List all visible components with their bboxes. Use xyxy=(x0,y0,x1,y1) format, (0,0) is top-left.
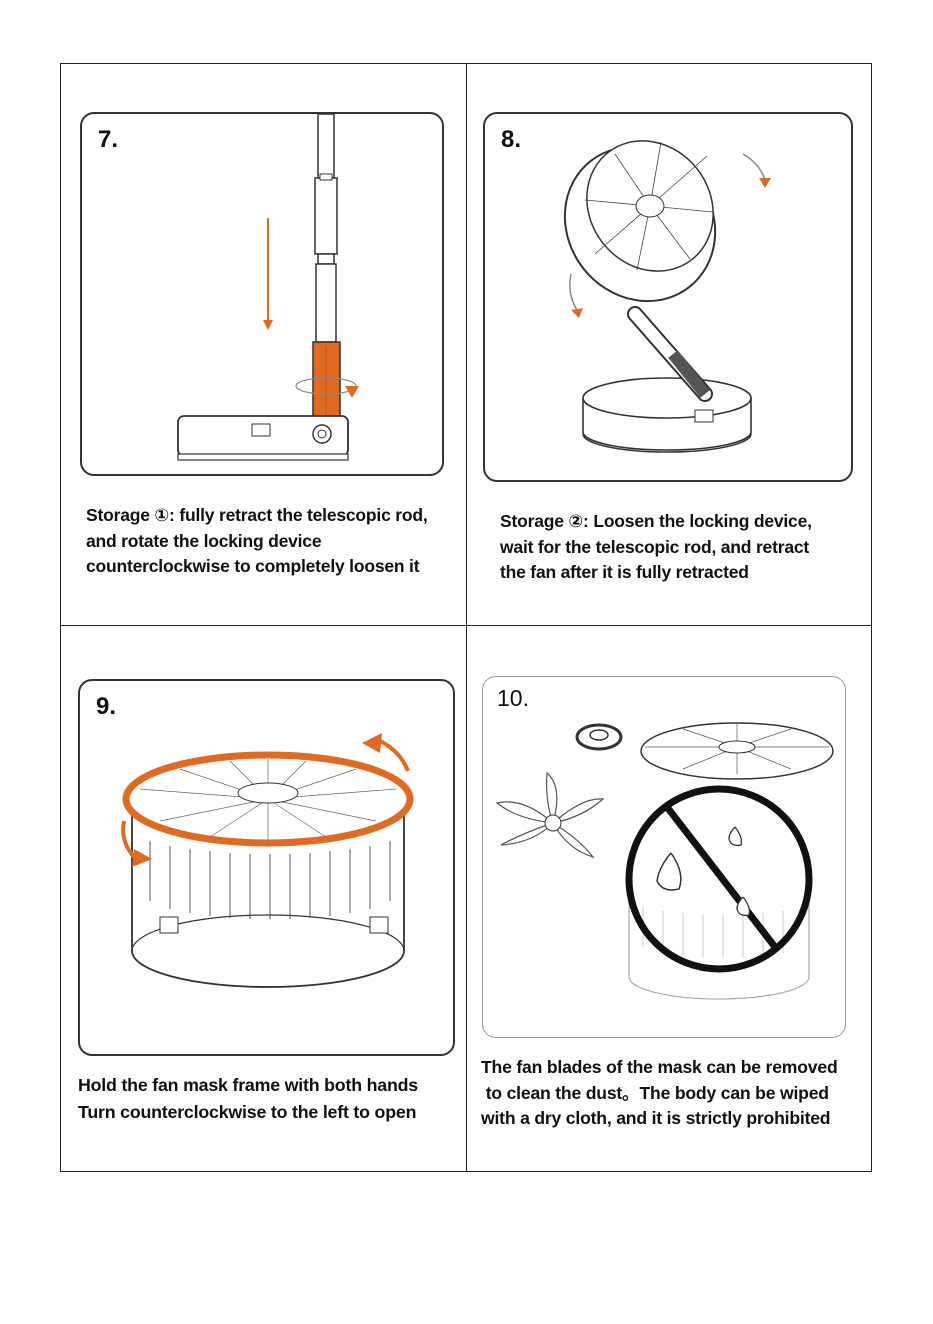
caption-line: the fan after it is fully retracted xyxy=(500,562,749,582)
caption-line: counterclockwise to completely loosen it xyxy=(86,556,420,576)
step-9-illustration xyxy=(78,679,455,1056)
disassembly-cleaning-drawing xyxy=(483,677,846,1038)
step-10-number: 10. xyxy=(497,685,529,711)
step-9-number: 9. xyxy=(96,693,117,720)
caption-line: and rotate the locking device xyxy=(86,530,322,551)
fan-fold-drawing xyxy=(485,114,853,482)
caption-line: with a dry cloth, and it is strictly prohibited xyxy=(481,1108,831,1128)
fan-mask-rotate-drawing xyxy=(80,681,455,1056)
grid-divider-vertical xyxy=(466,63,467,1172)
step-9-caption xyxy=(78,1072,418,1126)
caption-line: Hold the fan mask frame with both hands xyxy=(78,1075,418,1095)
caption-line: Storage ②: Loosen the locking device, xyxy=(500,511,812,531)
step-7-caption xyxy=(86,503,428,580)
step-10-illustration xyxy=(482,676,846,1038)
caption-line: Turn counterclockwise to the left to open xyxy=(78,1102,417,1122)
grid-divider-horizontal xyxy=(60,625,872,626)
step-8-number: 8. xyxy=(501,126,522,153)
step-8-illustration xyxy=(483,112,853,482)
telescopic-rod-retract-drawing xyxy=(82,114,444,476)
step-7-number: 7. xyxy=(98,126,119,153)
caption-line: wait for the telescopic rod, and retract xyxy=(500,536,810,557)
caption-line: The fan blades of the mask can be removed xyxy=(481,1057,838,1077)
step-7-illustration xyxy=(80,112,444,476)
step-10-caption xyxy=(481,1055,838,1132)
caption-line: to clean the dust。The body can be wiped xyxy=(481,1082,829,1103)
step-8-caption xyxy=(500,509,812,586)
caption-line: Storage ①: fully retract the telescopic rod, xyxy=(86,505,428,525)
